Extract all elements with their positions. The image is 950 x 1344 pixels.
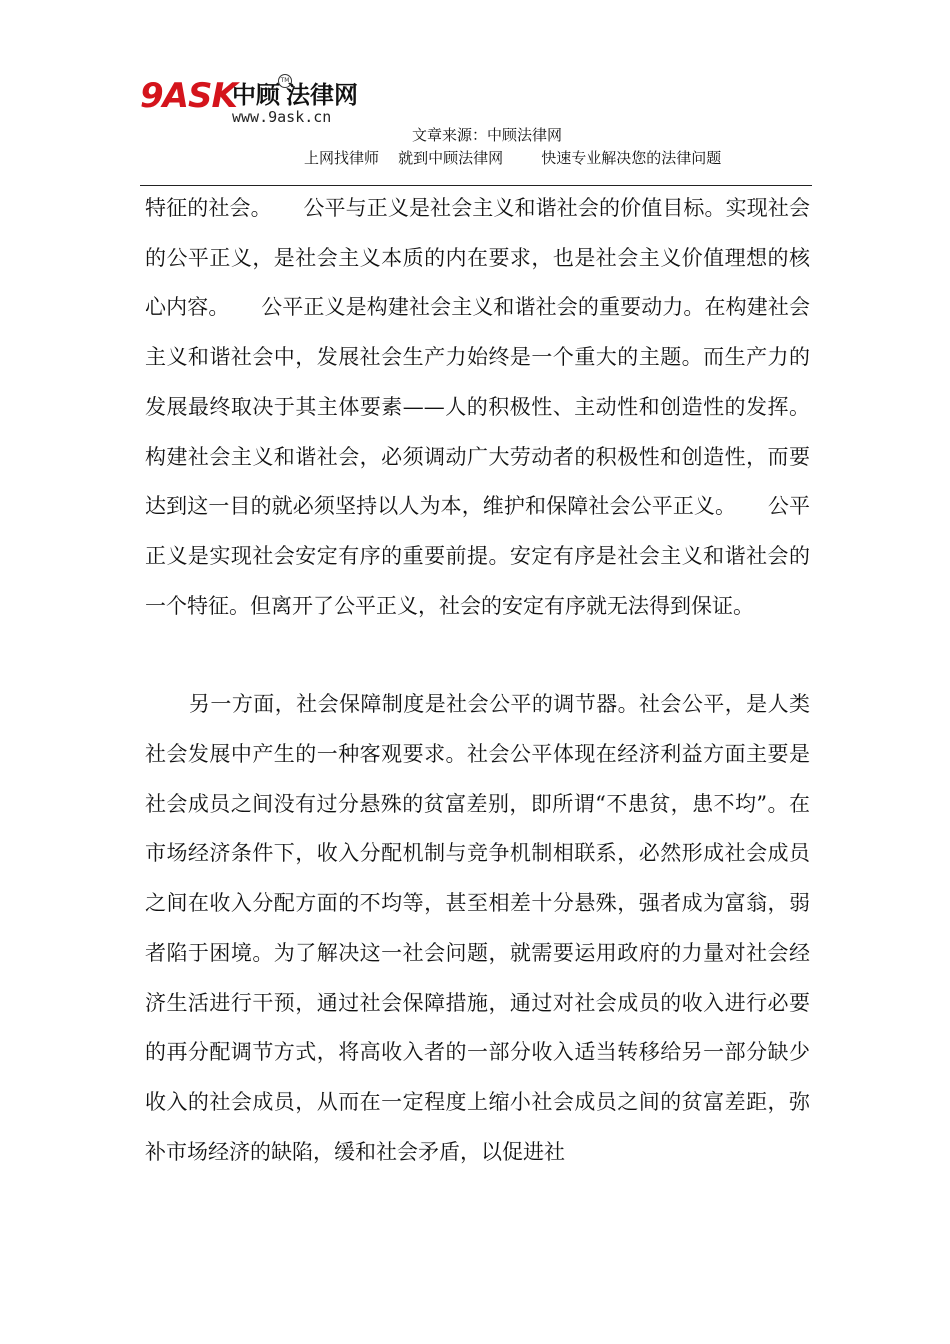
article-source: 文章来源：中顾法律网 <box>412 126 563 144</box>
paragraph-2: 另一方面，社会保障制度是社会公平的调节器。社会公平，是人类社会发展中产生的一种客观要求。社会公平体现在经济利益方面主要是社会成员之间没有过分悬殊的贫富差别，即所谓“不患贫，患不均”。在市场经济条件下，收入分配机制与竞争机制相联系，必然形成社会成员之间在收入分配方面的不均等，甚至相差十分悬殊，强者成为富翁，弱者陷于困境。为了解决这一社会问题，就需要运用政府的力量对社会经济生活进行干预，通过社会保障措施，通过对社会成员的收入进行必要的再分配调节方式，将高收入者的一部分收入适当转移给另一部分缺少收入的社会成员，从而在一定程度上缩小社会成员之间的贫富差距，弥补市场经济的缺陷，缓和社会矛盾，以促进社 <box>145 692 810 1164</box>
logo-mark: 9ASK <box>140 76 237 116</box>
logo-brand-part-2: 法律网 <box>286 81 358 109</box>
site-logo[interactable] <box>140 76 380 128</box>
header-tagline: 上网找律师 就到中顾法律网 快速专业解决您的法律问题 <box>304 149 722 167</box>
logo-url: www.9ask.cn <box>232 108 332 126</box>
logo-brand-part-1: 中顾 <box>232 81 280 109</box>
paragraph-1: 特征的社会。 公平与正义是社会主义和谐社会的价值目标。实现社会的公平正义，是社会主义本质的内在要求，也是社会主义价值理想的核心内容。 公平正义是构建社会主义和谐社会的重要动力。在构建社会主义和谐社会中，发展社会生产力始终是一个重大的主题。而生产力的发展最终取决于其主体要素——人的积极性、主动性和创造性的发挥。构建社会主义和谐社会，必须调动广大劳动者的积极性和创造性，而要达到这一目的就必须坚持以人为本，维护和保障社会公平正义。 公平正义是实现社会安定有序的重要前提。安定有序是社会主义和谐社会的一个特征。但离开了公平正义，社会的安定有序就无法得到保证。 <box>145 196 810 618</box>
article-body <box>145 184 810 1177</box>
logo-brand <box>232 80 358 110</box>
trademark-icon: TM <box>278 74 292 88</box>
